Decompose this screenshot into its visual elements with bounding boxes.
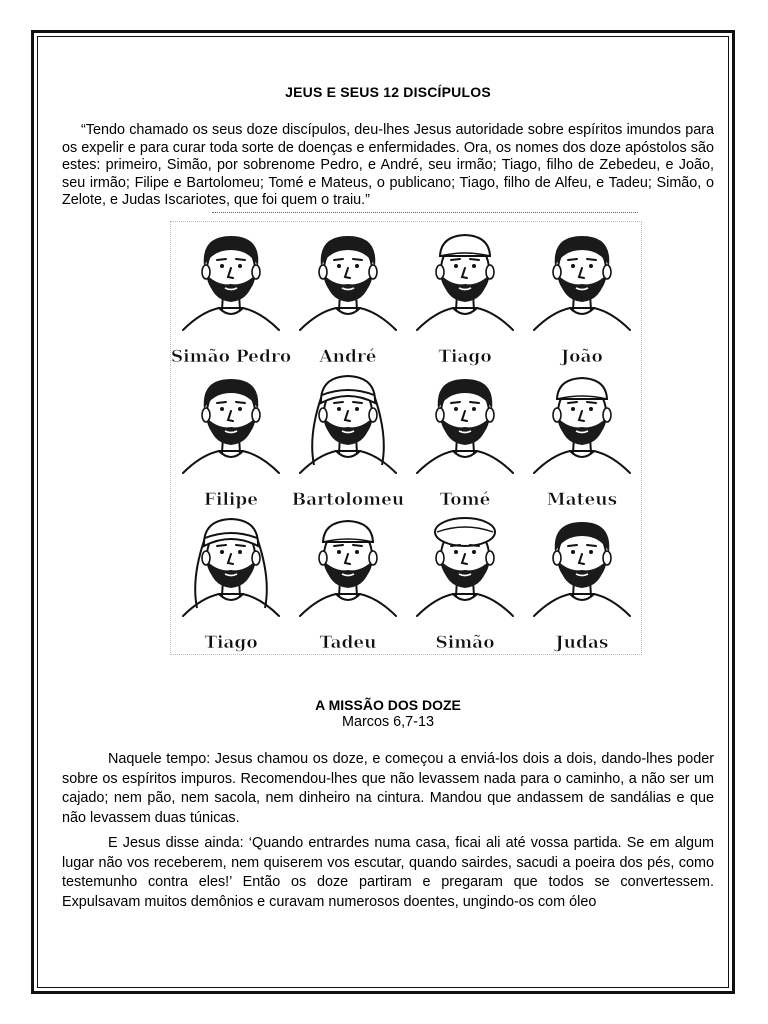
disciple-name: Filipe xyxy=(203,490,259,510)
section-reference: Marcos 6,7-13 xyxy=(342,714,434,730)
disciple-portrait xyxy=(417,235,513,367)
paragraph-1: Naquele tempo: Jesus chamou os doze, e começou a enviá-los dois a dois, dando-lhes poder sobre os espíritos impuros. Recomendou-lhes que não levassem nada para o caminho, a não ser um cajado; nem pão, nem sacola, nem dinheiro na cintura. Mandou que andassem de sandálias e que não levassem duas túnicas. xyxy=(62,751,714,826)
disciple-name: Simão xyxy=(435,633,495,653)
disciple-name: Tiago xyxy=(438,347,492,367)
disciple-portrait xyxy=(417,379,513,510)
quote-dotted-rule xyxy=(212,212,638,213)
disciple-portrait xyxy=(183,519,279,653)
disciple-name: André xyxy=(319,347,377,367)
disciple-portrait xyxy=(534,522,630,653)
disciple-name: Tadeu xyxy=(319,633,377,653)
disciple-name: Tiago xyxy=(204,633,258,653)
intro-section xyxy=(62,84,714,210)
disciple-portrait xyxy=(300,521,396,653)
bible-quote: “Tendo chamado os seus doze discípulos, deu-lhes Jesus autoridade sobre espíritos imundos para os expelir e para curar toda sorte de doenças e enfermidades. Ora, os nomes dos doze apóstolos são estes: primeiro, Simão, por sobrenome Pedro, e André, seu irmão; Tiago, filho de Zebedeu, e João, seu irmão; Filipe e Bartolomeu; Tomé e Mateus, o publicano; Tiago, filho de Alfeu, e Tadeu; Simão, o Zelote, e Judas Iscariotes, que foi quem o traiu.” xyxy=(62,122,714,209)
disciple-portrait xyxy=(292,376,405,510)
disciple-portrait xyxy=(534,236,630,367)
disciple-name: Judas xyxy=(555,633,609,653)
disciples-grid xyxy=(171,222,641,654)
disciple-portrait xyxy=(300,236,396,367)
disciple-name: Mateus xyxy=(546,490,618,510)
disciple-name: Tomé xyxy=(439,490,491,510)
disciples-illustration xyxy=(170,221,642,655)
disciple-name: João xyxy=(561,347,603,367)
disciple-name: Bartolomeu xyxy=(291,490,405,510)
disciple-portrait xyxy=(183,379,279,510)
paragraph-2: E Jesus disse ainda: ‘Quando entrardes numa casa, ficai ali até vossa partida. Se em algum lugar não vos receberem, nem quiserem vos escutar, quando sairdes, sacudi a poeira dos pés, como testemunho contra eles!’ Então os doze partiram e pregaram que todos se convertessem. Expulsavam muitos demônios e curavam numerosos doentes, ungindo-os com óleo xyxy=(62,835,714,910)
disciple-portrait xyxy=(171,236,291,367)
section-title: A MISSÃO DOS DOZE xyxy=(315,697,461,713)
disciple-portrait xyxy=(417,518,513,653)
disciple-portrait xyxy=(534,378,630,510)
page-title: JEUS E SEUS 12 DISCÍPULOS xyxy=(285,84,491,100)
disciple-name: Simão Pedro xyxy=(171,347,292,367)
